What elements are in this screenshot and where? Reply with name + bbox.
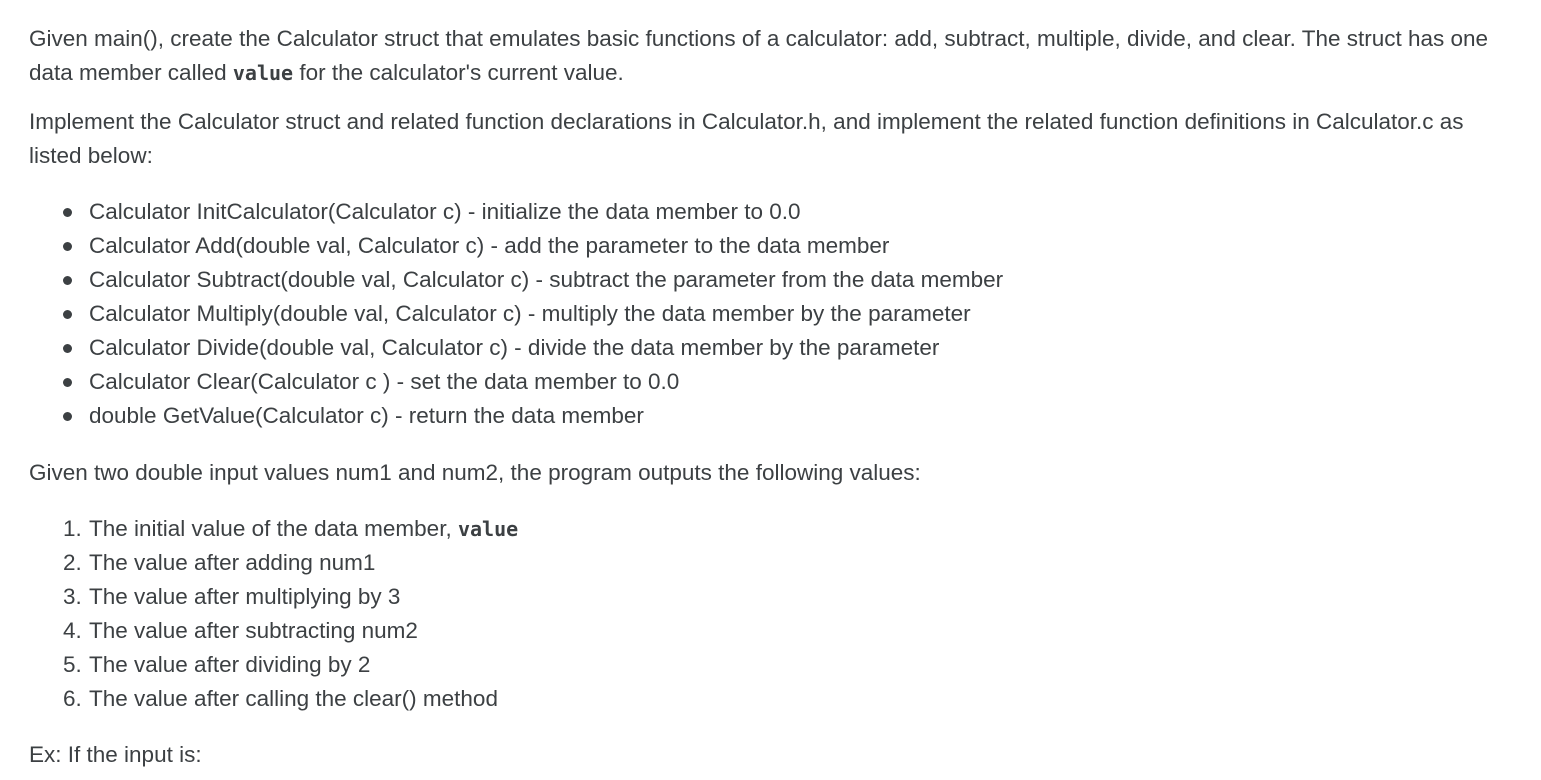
value-code: value	[457, 517, 519, 541]
list-item	[29, 365, 1509, 399]
list-item	[29, 229, 1509, 263]
item-number: 5.	[63, 652, 82, 677]
list-item	[29, 614, 1509, 648]
function-text: Calculator Multiply(double val, Calculator c) - multiply the data member by the parameter	[89, 301, 971, 326]
bullet-icon	[63, 344, 72, 353]
bullet-icon	[63, 242, 72, 251]
implement-paragraph: Implement the Calculator struct and related function declarations in Calculator.h, and implement the related function definitions in Calculator.c as listed below:	[29, 109, 1464, 168]
item-number: 1.	[63, 516, 82, 541]
list-item	[29, 512, 1509, 546]
bullet-icon	[63, 310, 72, 319]
list-item	[29, 263, 1509, 297]
function-text: Calculator Divide(double val, Calculator c) - divide the data member by the parameter	[89, 335, 940, 360]
intro-paragraph	[29, 22, 1509, 90]
list-item	[29, 399, 1509, 433]
item-number: 3.	[63, 584, 82, 609]
item-number: 4.	[63, 618, 82, 643]
example-paragraph: Ex: If the input is:	[29, 742, 202, 767]
function-text: Calculator Subtract(double val, Calculator c) - subtract the parameter from the data member	[89, 267, 1004, 292]
function-list	[29, 195, 1509, 433]
list-item	[29, 331, 1509, 365]
intro-text-start: Given main(), create the Calculator struct that emulates basic functions of a calculator: add, subtract, multiple, divide, and clear. The struct has one data member called	[29, 26, 1489, 85]
output-text: The value after calling the clear() method	[89, 686, 498, 711]
item-number: 2.	[63, 550, 82, 575]
bullet-icon	[63, 276, 72, 285]
problem-description	[29, 22, 1509, 772]
output-text: The value after adding num1	[89, 550, 376, 575]
list-item	[29, 648, 1509, 682]
bullet-icon	[63, 208, 72, 217]
function-text: double GetValue(Calculator c) - return the data member	[89, 403, 644, 428]
output-list	[29, 512, 1509, 716]
list-item	[29, 682, 1509, 716]
list-item	[29, 546, 1509, 580]
given-paragraph: Given two double input values num1 and num2, the program outputs the following values:	[29, 460, 921, 485]
output-text: The value after multiplying by 3	[89, 584, 401, 609]
output-text: The value after subtracting num2	[89, 618, 418, 643]
bullet-icon	[63, 412, 72, 421]
value-code: value	[232, 61, 294, 85]
output-text: The value after dividing by 2	[89, 652, 371, 677]
item-number: 6.	[63, 686, 82, 711]
list-item	[29, 580, 1509, 614]
list-item	[29, 297, 1509, 331]
list-item	[29, 195, 1509, 229]
bullet-icon	[63, 378, 72, 387]
function-text: Calculator Add(double val, Calculator c) - add the parameter to the data member	[89, 233, 890, 258]
function-text: Calculator Clear(Calculator c ) - set the data member to 0.0	[89, 369, 680, 394]
output-text: The initial value of the data member,	[89, 516, 458, 541]
function-text: Calculator InitCalculator(Calculator c) - initialize the data member to 0.0	[89, 199, 801, 224]
intro-text-end: for the calculator's current value.	[293, 60, 624, 85]
